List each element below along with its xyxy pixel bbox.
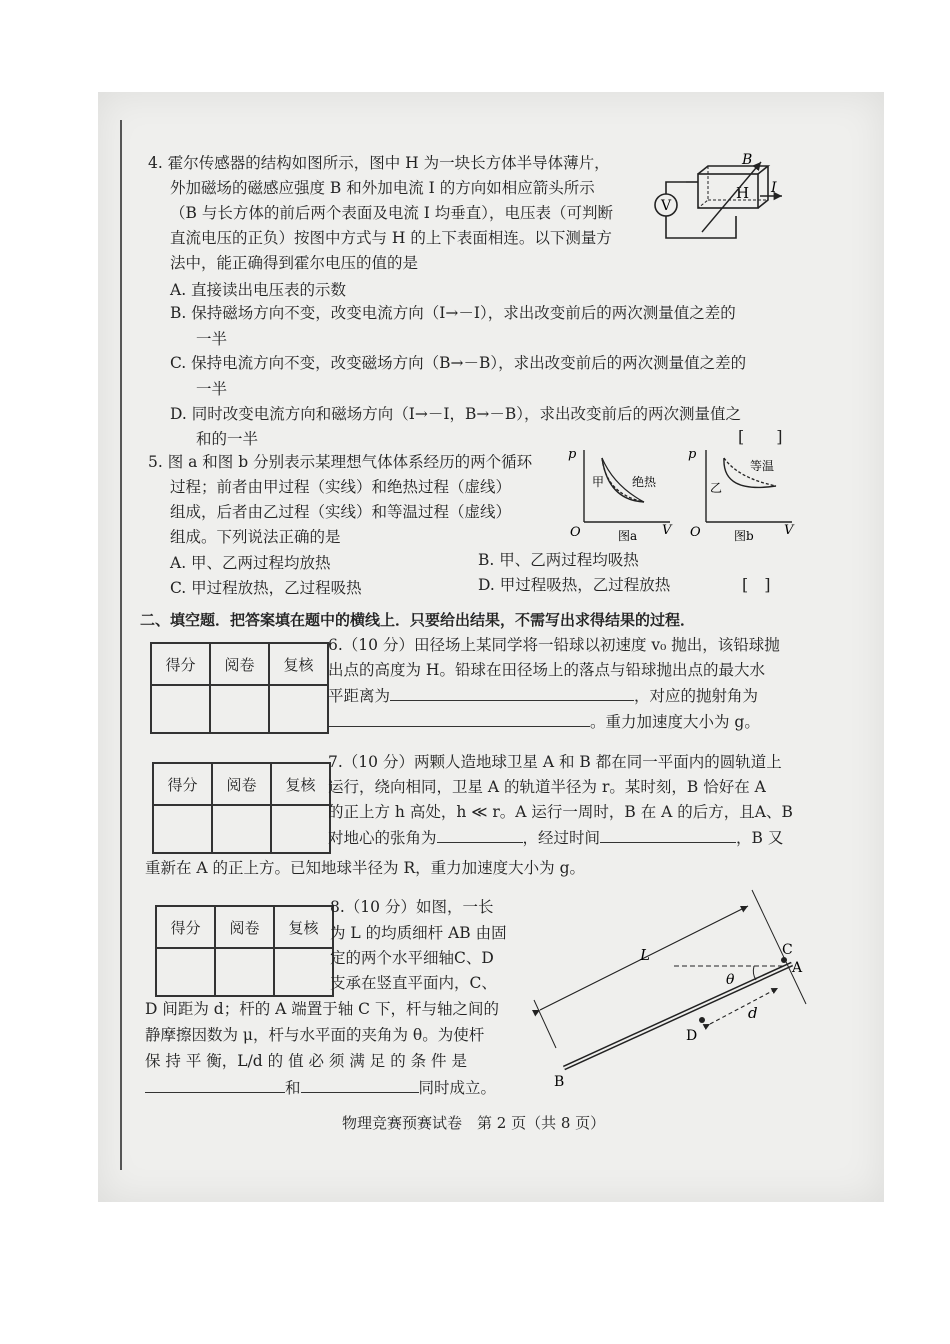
score-header: 得分 — [151, 643, 210, 685]
q8-blank-1[interactable] — [145, 1076, 285, 1093]
label-d: d — [748, 1004, 758, 1022]
margin-line — [120, 120, 122, 1170]
svg-text:O: O — [570, 525, 581, 540]
pv-diagram-a — [562, 444, 680, 544]
reviewer-cell[interactable] — [269, 685, 328, 733]
q5-option-c: C. 甲过程放热，乙过程吸热 — [170, 579, 362, 597]
label-yi: 乙 — [710, 481, 723, 495]
q5-answer-bracket: [ ] — [742, 575, 771, 594]
grader-header: 阅卷 — [215, 906, 274, 948]
reviewer-cell[interactable] — [274, 948, 333, 996]
q8-line-8: 和 同时成立。 — [145, 1076, 496, 1099]
svg-text:p: p — [688, 447, 697, 462]
q6-blank-1[interactable] — [390, 684, 634, 701]
svg-text:p: p — [568, 447, 577, 462]
q8-line-2: 为 L 的均质细杆 AB 由固 — [330, 924, 507, 942]
label-B: B — [742, 152, 753, 168]
label-A: A — [792, 960, 803, 976]
label-I: I — [771, 180, 777, 196]
score-cell[interactable] — [156, 948, 215, 996]
q6-line-3: 平距离为 ，对应的抛射角为 — [328, 684, 758, 707]
q5-option-a: A. 甲、乙两过程均放热 — [170, 554, 331, 572]
q5-option-b: B. 甲、乙两过程均吸热 — [478, 551, 639, 569]
label-C: C — [782, 942, 793, 958]
q8-line-7: 保 持 平 衡，L/d 的 值 必 须 满 足 的 条 件 是 — [145, 1052, 467, 1070]
q4-line-5: 法中，能正确得到霍尔电压的值的是 — [170, 254, 419, 272]
label-V: V — [661, 198, 672, 214]
rod-figure — [530, 884, 810, 1094]
q5-line-4: 组成。下列说法正确的是 — [170, 528, 341, 546]
q4-option-b-cont: 一半 — [196, 330, 228, 348]
grader-header: 阅卷 — [212, 763, 271, 805]
q7-blank-1[interactable] — [437, 826, 523, 843]
score-header: 得分 — [156, 906, 215, 948]
grader-header: 阅卷 — [210, 643, 269, 685]
q4-option-b: B. 保持磁场方向不变，改变电流方向（I→－I），求出改变前后的两次测量值之差的 — [170, 304, 736, 322]
q8-line-5: D 间距为 d；杆的 A 端置于轴 C 下，杆与轴之间的 — [145, 1000, 499, 1018]
q4-line-2: 外加磁场的磁感应强度 B 和外加电流 I 的方向如相应箭头所示 — [170, 179, 595, 197]
label-isothermal: 等温 — [750, 459, 775, 473]
label-adiabatic: 绝热 — [632, 475, 657, 489]
hall-sensor-figure — [646, 150, 791, 250]
reviewer-header: 复核 — [269, 643, 328, 685]
label-H: H — [736, 184, 750, 202]
reviewer-header: 复核 — [271, 763, 330, 805]
q7-line-5: 重新在 A 的正上方。已知地球半径为 R，重力加速度大小为 g。 — [145, 859, 585, 877]
pv-diagram-b — [684, 444, 802, 544]
q7-line-3: 的正上方 h 高处，h ≪ r。A 运行一周时，B 在 A 的后方，且A、B — [328, 803, 793, 821]
q5-line-2: 过程；前者由甲过程（实线）和绝热过程（虚线） — [170, 478, 512, 496]
caption-a: 图a — [618, 529, 638, 543]
q4-line-3: （B 与长方体的前后两个表面及电流 I 均垂直），电压表（可判断 — [170, 204, 614, 222]
q8-blank-2[interactable] — [301, 1076, 419, 1093]
q4-answer-bracket: [ ] — [738, 427, 783, 446]
reviewer-header: 复核 — [274, 906, 333, 948]
q7-line-1: 7.（10 分）两颗人造地球卫星 A 和 B 都在同一平面内的圆轨道上 — [328, 753, 782, 771]
svg-text:V: V — [784, 523, 794, 538]
q7-line-4: 对地心的张角为 ，经过时间 ，B 又 — [328, 826, 783, 849]
q4-option-c-cont: 一半 — [196, 380, 228, 398]
q6-line-2: 出点的高度为 H。铅球在田径场上的落点与铅球抛出点的最大水 — [328, 661, 765, 679]
score-cell[interactable] — [151, 685, 210, 733]
q5-line-3: 组成，后者由乙过程（实线）和等温过程（虚线） — [170, 503, 512, 521]
q4-option-d: D. 同时改变电流方向和磁场方向（I→－I，B→－B），求出改变前后的两次测量值之 — [170, 405, 741, 423]
q4-option-c: C. 保持电流方向不变，改变磁场方向（B→－B），求出改变前后的两次测量值之差的 — [170, 354, 747, 372]
score-cell[interactable] — [153, 805, 212, 853]
svg-text:O: O — [690, 525, 701, 540]
q8-line-3: 定的两个水平细轴C、D — [330, 949, 494, 967]
grader-cell[interactable] — [210, 685, 269, 733]
grader-cell[interactable] — [215, 948, 274, 996]
page-footer: 物理竞赛预赛试卷 第 2 页（共 8 页） — [342, 1114, 606, 1132]
q5-line-1: 5. 图 a 和图 b 分别表示某理想气体体系经历的两个循环 — [148, 453, 533, 471]
q8-score-table — [155, 905, 334, 997]
q4-option-d-cont: 和的一半 — [196, 430, 259, 448]
svg-text:V: V — [662, 523, 672, 538]
q8-line-4: 支承在竖直平面内，C、 — [330, 974, 497, 992]
q6-blank-2[interactable] — [328, 710, 590, 727]
q4-option-a: A. 直接读出电压表的示数 — [170, 281, 347, 299]
q6-line-1: 6.（10 分）田径场上某同学将一铅球以初速度 v₀ 抛出，该铅球抛 — [328, 636, 780, 654]
q6-score-table — [150, 642, 329, 734]
q7-score-table — [152, 762, 331, 854]
label-B: B — [554, 1074, 565, 1090]
caption-b: 图b — [734, 529, 754, 543]
q7-blank-2[interactable] — [600, 826, 736, 843]
label-theta: θ — [726, 972, 735, 988]
q7-line-2: 运行，绕向相同，卫星 A 的轨道半径为 r。某时刻，B 恰好在 A — [328, 778, 766, 796]
q4-line-1: 4. 霍尔传感器的结构如图所示，图中 H 为一块长方体半导体薄片， — [148, 154, 610, 172]
q5-option-d: D. 甲过程吸热，乙过程放热 — [478, 576, 671, 594]
label-L: L — [640, 946, 650, 964]
q6-line-4: 。重力加速度大小为 g。 — [328, 710, 760, 733]
label-jia: 甲 — [592, 475, 605, 489]
score-header: 得分 — [153, 763, 212, 805]
label-D: D — [686, 1028, 698, 1044]
grader-cell[interactable] — [212, 805, 271, 853]
q4-line-4: 直流电压的正负）按图中方式与 H 的上下表面相连。以下测量方 — [170, 229, 612, 247]
q8-line-6: 静摩擦因数为 μ，杆与水平面的夹角为 θ。为使杆 — [145, 1026, 485, 1044]
reviewer-cell[interactable] — [271, 805, 330, 853]
section-2-title: 二、填空题．把答案填在题中的横线上．只要给出结果，不需写出求得结果的过程． — [140, 611, 696, 629]
q8-line-1: 8.（10 分）如图，一长 — [330, 898, 494, 916]
